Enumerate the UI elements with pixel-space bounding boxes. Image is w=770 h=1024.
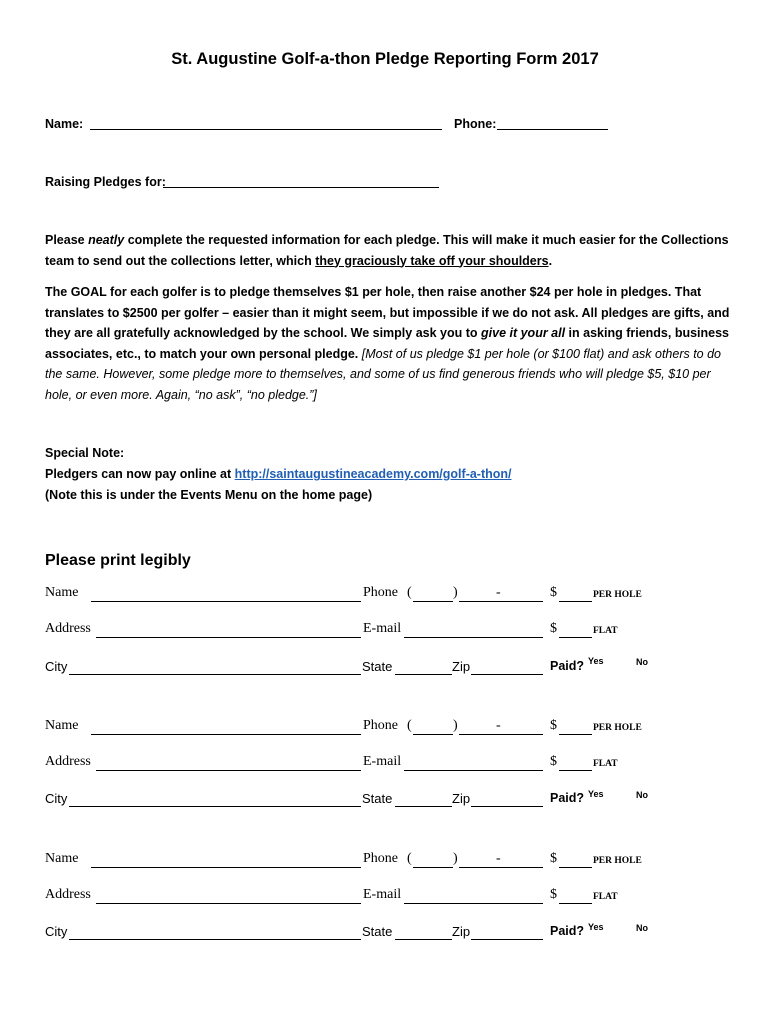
pledge-state-field[interactable] bbox=[395, 806, 452, 807]
pledge-area-code-field[interactable] bbox=[413, 734, 453, 735]
pledge-note: [Most of us pledge $1 per hole (or $100 flat) and ask others to do the same. However, some pledge more to themselves, and some of us find generous friends who will pledge $5, $10 per hole, or even more. Again, “no ask”, “no pledge.”] bbox=[45, 346, 722, 402]
paid-no-option[interactable]: No bbox=[636, 657, 648, 667]
pledge-city-field[interactable] bbox=[69, 674, 361, 675]
pledge-zip-field[interactable] bbox=[471, 939, 543, 940]
pledge-state-field[interactable] bbox=[395, 674, 452, 675]
pledge-email-label: E-mail bbox=[363, 887, 402, 902]
paid-label: Paid? bbox=[550, 791, 585, 805]
pledge-city-label: City bbox=[45, 791, 68, 806]
pledge-state-field[interactable] bbox=[395, 939, 452, 940]
events-menu-note: (Note this is under the Events Menu on the home page) bbox=[45, 488, 373, 502]
paid-no-option[interactable]: No bbox=[636, 923, 648, 933]
pledge-name-label: Name bbox=[45, 718, 79, 733]
per-hole-label: PER HOLE bbox=[593, 590, 642, 600]
paid-yes-option[interactable]: Yes bbox=[588, 789, 604, 799]
phone-field[interactable] bbox=[497, 129, 608, 130]
pledge-address-field[interactable] bbox=[96, 903, 361, 904]
dollar-sign: $ bbox=[550, 754, 557, 769]
pledge-email-label: E-mail bbox=[363, 621, 402, 636]
pledge-email-label: E-mail bbox=[363, 754, 402, 769]
pledge-zip-field[interactable] bbox=[471, 806, 543, 807]
pledge-address-field[interactable] bbox=[96, 770, 361, 771]
paid-label: Paid? bbox=[550, 659, 585, 673]
pledge-phone-field[interactable] bbox=[459, 601, 543, 602]
flat-amount-field[interactable] bbox=[559, 903, 592, 904]
pledge-name-field[interactable] bbox=[91, 601, 361, 602]
paid-label: Paid? bbox=[550, 924, 585, 938]
pledge-zip-label: Zip bbox=[452, 924, 471, 939]
area-code-close: ) bbox=[453, 851, 458, 866]
pledge-city-label: City bbox=[45, 659, 68, 674]
per-hole-label: PER HOLE bbox=[593, 723, 642, 733]
dollar-sign: $ bbox=[550, 621, 557, 636]
pledge-city-label: City bbox=[45, 924, 68, 939]
pledge-state-label: State bbox=[362, 659, 393, 674]
pledge-area-code-field[interactable] bbox=[413, 867, 453, 868]
area-code-open: ( bbox=[407, 718, 412, 733]
per-hole-label: PER HOLE bbox=[593, 856, 642, 866]
paid-no-option[interactable]: No bbox=[636, 790, 648, 800]
pledge-city-field[interactable] bbox=[69, 806, 361, 807]
pledge-phone-label: Phone bbox=[363, 585, 398, 600]
paid-yes-option[interactable]: Yes bbox=[588, 656, 604, 666]
emphasis-neatly: neatly bbox=[88, 233, 125, 247]
dollar-sign: $ bbox=[550, 718, 557, 733]
phone-dash: - bbox=[496, 718, 501, 733]
pledge-phone-label: Phone bbox=[363, 718, 398, 733]
area-code-open: ( bbox=[407, 851, 412, 866]
name-field[interactable] bbox=[90, 129, 442, 130]
pledge-address-field[interactable] bbox=[96, 637, 361, 638]
online-payment-line: Pledgers can now pay online at http://saintaugustineacademy.com/golf-a-thon/ bbox=[45, 467, 512, 481]
dollar-sign: $ bbox=[550, 585, 557, 600]
emphasis-give-it-your-all: give it your all bbox=[481, 326, 566, 340]
underlined-phrase: they graciously take off your shoulders bbox=[315, 253, 549, 268]
pledge-email-field[interactable] bbox=[404, 637, 543, 638]
intro-paragraph: Please neatly complete the requested information for each pledge. This will make it much easier for the Collections team to send out the collections letter, which they graciously take off your shoulders. bbox=[45, 233, 729, 268]
flat-amount-field[interactable] bbox=[559, 770, 592, 771]
pledge-state-label: State bbox=[362, 924, 393, 939]
area-code-close: ) bbox=[453, 718, 458, 733]
pledge-phone-label: Phone bbox=[363, 851, 398, 866]
payment-link[interactable]: http://saintaugustineacademy.com/golf-a-thon/ bbox=[234, 467, 512, 481]
special-note-heading: Special Note: bbox=[45, 446, 125, 460]
pledge-zip-label: Zip bbox=[452, 659, 471, 674]
pledge-state-label: State bbox=[362, 791, 393, 806]
pledge-name-field[interactable] bbox=[91, 734, 361, 735]
pledge-address-label: Address bbox=[45, 621, 91, 636]
name-label: Name: bbox=[45, 117, 84, 131]
pledge-phone-field[interactable] bbox=[459, 867, 543, 868]
flat-label: FLAT bbox=[593, 892, 618, 902]
flat-label: FLAT bbox=[593, 759, 618, 769]
pledge-email-field[interactable] bbox=[404, 903, 543, 904]
print-legibly-heading: Please print legibly bbox=[45, 552, 191, 569]
per-hole-amount-field[interactable] bbox=[559, 601, 592, 602]
phone-dash: - bbox=[496, 851, 501, 866]
phone-dash: - bbox=[496, 585, 501, 600]
pledge-area-code-field[interactable] bbox=[413, 601, 453, 602]
area-code-close: ) bbox=[453, 585, 458, 600]
raising-label: Raising Pledges for: bbox=[45, 175, 166, 189]
flat-amount-field[interactable] bbox=[559, 637, 592, 638]
form-title: St. Augustine Golf-a-thon Pledge Reporting Form 2017 bbox=[171, 50, 599, 68]
raising-field[interactable] bbox=[163, 187, 439, 188]
dollar-sign: $ bbox=[550, 887, 557, 902]
flat-label: FLAT bbox=[593, 626, 618, 636]
pledge-name-field[interactable] bbox=[91, 867, 361, 868]
per-hole-amount-field[interactable] bbox=[559, 867, 592, 868]
pledge-phone-field[interactable] bbox=[459, 734, 543, 735]
pledge-zip-label: Zip bbox=[452, 791, 471, 806]
paid-yes-option[interactable]: Yes bbox=[588, 922, 604, 932]
dollar-sign: $ bbox=[550, 851, 557, 866]
area-code-open: ( bbox=[407, 585, 412, 600]
pledge-address-label: Address bbox=[45, 754, 91, 769]
pledge-city-field[interactable] bbox=[69, 939, 361, 940]
phone-label: Phone: bbox=[454, 117, 497, 131]
pledge-address-label: Address bbox=[45, 887, 91, 902]
pledge-name-label: Name bbox=[45, 585, 79, 600]
goal-paragraph: The GOAL for each golfer is to pledge themselves $1 per hole, then raise another $24 per hole in pledges. That translates to $2500 per golfer – easier than it might seem, but impossible if we do not ask. All pledges are gifts, and they are all gratefully acknowledged by the school. We simply ask you to give it your all in asking friends, business associates, etc., to match your own personal pledge. [Most of us pledge $1 per hole (or $100 flat) and ask others to do the same. However, some pledge more to themselves, and some of us find generous friends who will pledge $5, $10 per hole, or even more. Again, “no ask”, “no pledge.”] bbox=[45, 285, 730, 402]
per-hole-amount-field[interactable] bbox=[559, 734, 592, 735]
pledge-email-field[interactable] bbox=[404, 770, 543, 771]
pledge-name-label: Name bbox=[45, 851, 79, 866]
pledge-zip-field[interactable] bbox=[471, 674, 543, 675]
